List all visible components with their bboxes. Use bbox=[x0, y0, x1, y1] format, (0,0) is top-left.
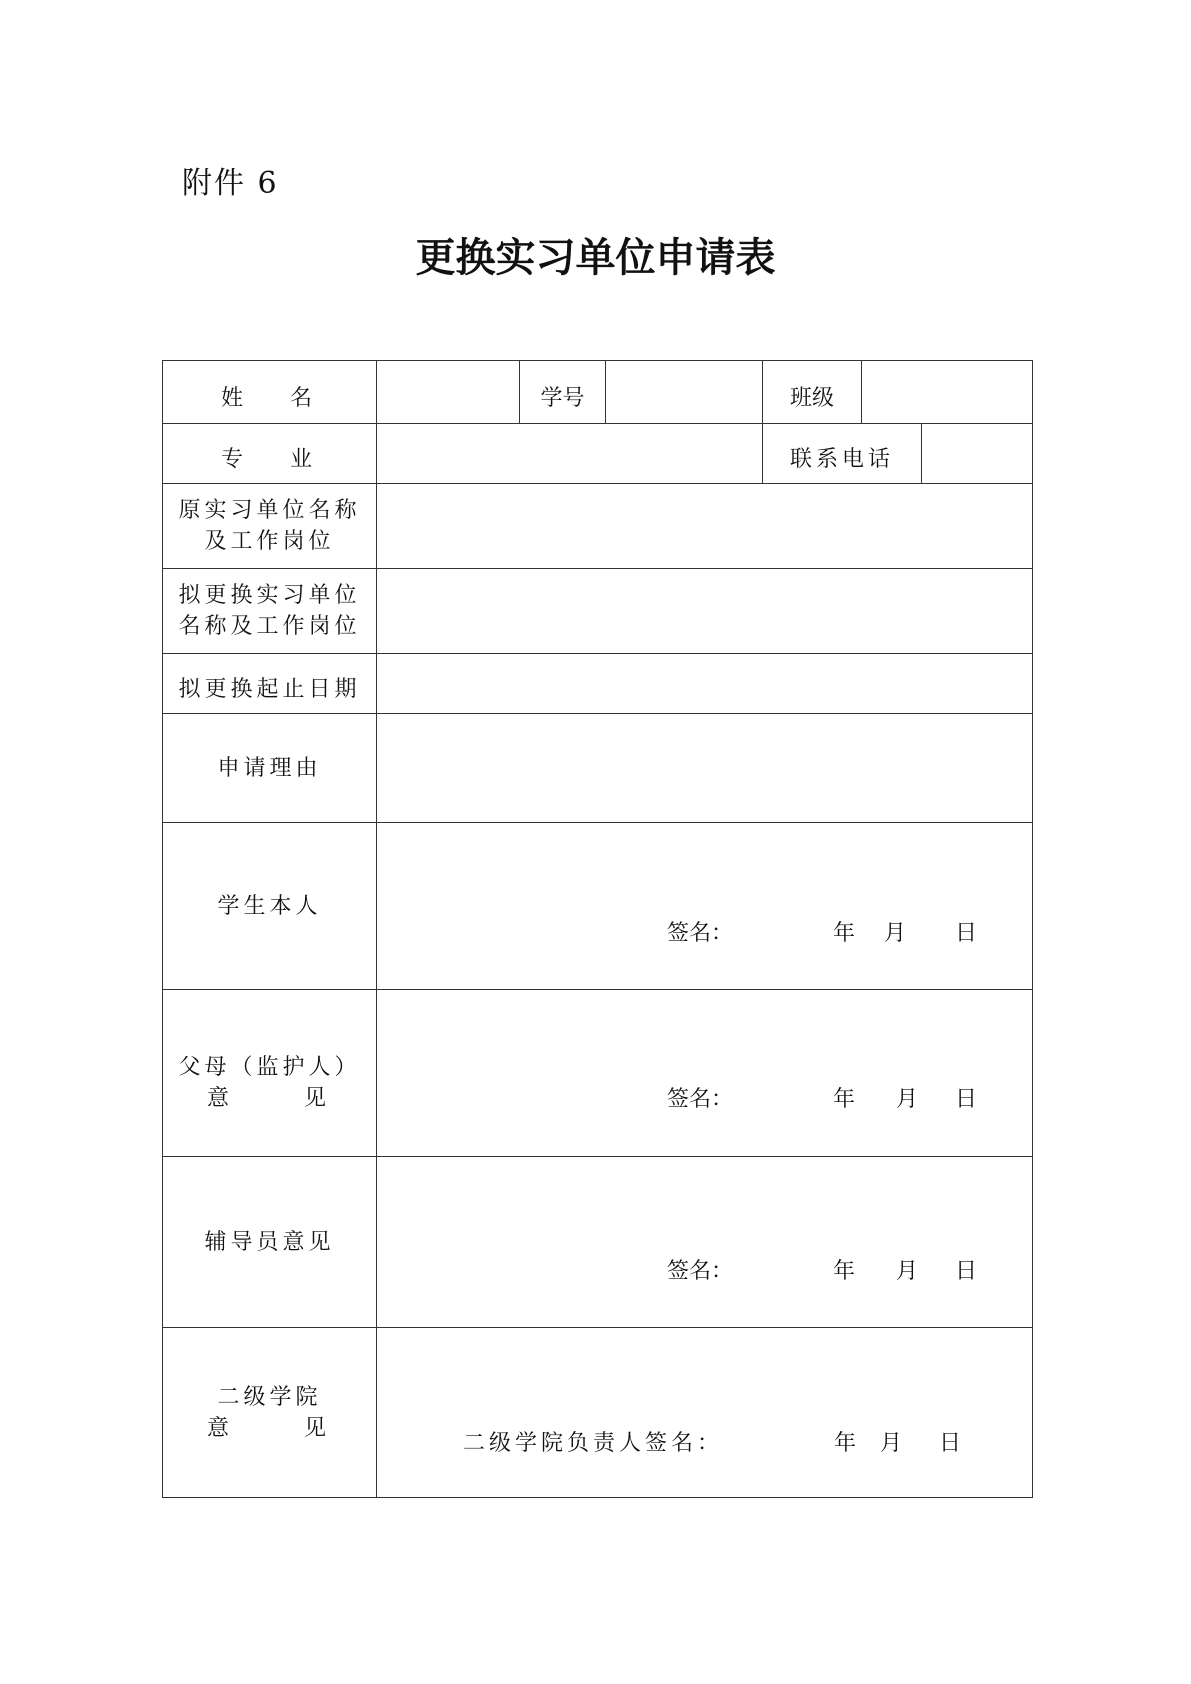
college-sign-day: 日 bbox=[939, 1431, 962, 1456]
phone-label-cell bbox=[763, 424, 922, 484]
student-label-cell bbox=[163, 823, 377, 990]
parent-sign-year: 年 bbox=[833, 1087, 856, 1112]
new-unit-label-cell bbox=[163, 569, 377, 654]
major-input-cell-ext[interactable] bbox=[606, 424, 763, 484]
college-sign-label: 二级学院负责人签名： bbox=[463, 1431, 724, 1456]
name-input-cell[interactable] bbox=[377, 361, 520, 424]
new-unit-input-cell[interactable] bbox=[377, 569, 1032, 654]
parent-label-cell bbox=[163, 990, 377, 1157]
college-opinion-cell[interactable] bbox=[377, 1328, 1032, 1497]
dates-label-cell bbox=[163, 654, 377, 714]
new-unit-label-line1: 拟更换实习单位 bbox=[178, 583, 361, 608]
college-label-line2: 意 见 bbox=[207, 1415, 332, 1441]
parent-opinion-cell[interactable] bbox=[377, 990, 1032, 1157]
class-label: 班级 bbox=[789, 385, 834, 411]
student-id-label-cell bbox=[520, 361, 606, 424]
major-label: 专 业 bbox=[221, 447, 318, 472]
orig-unit-label-cell bbox=[163, 484, 377, 569]
parent-sign-label: 签名： bbox=[667, 1087, 734, 1112]
college-sign-year: 年 bbox=[834, 1431, 857, 1456]
name-label-cell bbox=[163, 361, 377, 424]
attachment-number: 附件 6 bbox=[182, 166, 279, 201]
orig-unit-label-line2: 及工作岗位 bbox=[204, 529, 335, 554]
student-id-label: 学号 bbox=[540, 385, 585, 411]
dates-input-cell[interactable] bbox=[377, 654, 1032, 714]
student-sign-month: 月 bbox=[884, 921, 907, 946]
parent-label-line1: 父母（监护人） bbox=[178, 1055, 361, 1080]
application-form-table bbox=[162, 360, 1033, 1498]
name-label: 姓 名 bbox=[221, 385, 318, 411]
major-input-cell[interactable] bbox=[377, 424, 606, 484]
college-label-line1: 二级学院 bbox=[217, 1384, 322, 1410]
reason-label-cell bbox=[163, 714, 377, 823]
counselor-sign-day: 日 bbox=[955, 1259, 978, 1284]
form-title: 更换实习单位申请表 bbox=[415, 235, 776, 281]
counselor-sign-label: 签名： bbox=[667, 1259, 734, 1284]
phone-input-cell[interactable] bbox=[922, 424, 1032, 484]
college-label-cell bbox=[163, 1328, 377, 1497]
phone-label: 联系电话 bbox=[789, 447, 894, 472]
parent-sign-month: 月 bbox=[896, 1087, 919, 1112]
parent-sign-day: 日 bbox=[955, 1087, 978, 1112]
class-label-cell bbox=[763, 361, 862, 424]
student-label: 学生本人 bbox=[217, 893, 322, 919]
student-sign-year: 年 bbox=[833, 921, 856, 946]
student-opinion-cell[interactable] bbox=[377, 823, 1032, 990]
reason-input-cell[interactable] bbox=[377, 714, 1032, 823]
counselor-label-cell bbox=[163, 1157, 377, 1328]
college-sign-month: 月 bbox=[880, 1431, 903, 1456]
orig-unit-label-line1: 原实习单位名称 bbox=[178, 498, 361, 523]
class-input-cell[interactable] bbox=[862, 361, 1032, 424]
student-id-input-cell[interactable] bbox=[606, 361, 763, 424]
reason-label: 申请理由 bbox=[217, 755, 322, 781]
counselor-opinion-cell[interactable] bbox=[377, 1157, 1032, 1328]
counselor-sign-year: 年 bbox=[833, 1259, 856, 1284]
counselor-label: 辅导员意见 bbox=[204, 1229, 335, 1255]
orig-unit-input-cell[interactable] bbox=[377, 484, 1032, 569]
student-sign-day: 日 bbox=[955, 921, 978, 946]
counselor-sign-month: 月 bbox=[896, 1259, 919, 1284]
parent-label-line2: 意 见 bbox=[206, 1086, 332, 1111]
major-label-cell bbox=[163, 424, 377, 484]
new-unit-label-line2: 名称及工作岗位 bbox=[178, 614, 361, 639]
dates-label: 拟更换起止日期 bbox=[178, 677, 361, 702]
student-sign-label: 签名： bbox=[667, 921, 734, 946]
